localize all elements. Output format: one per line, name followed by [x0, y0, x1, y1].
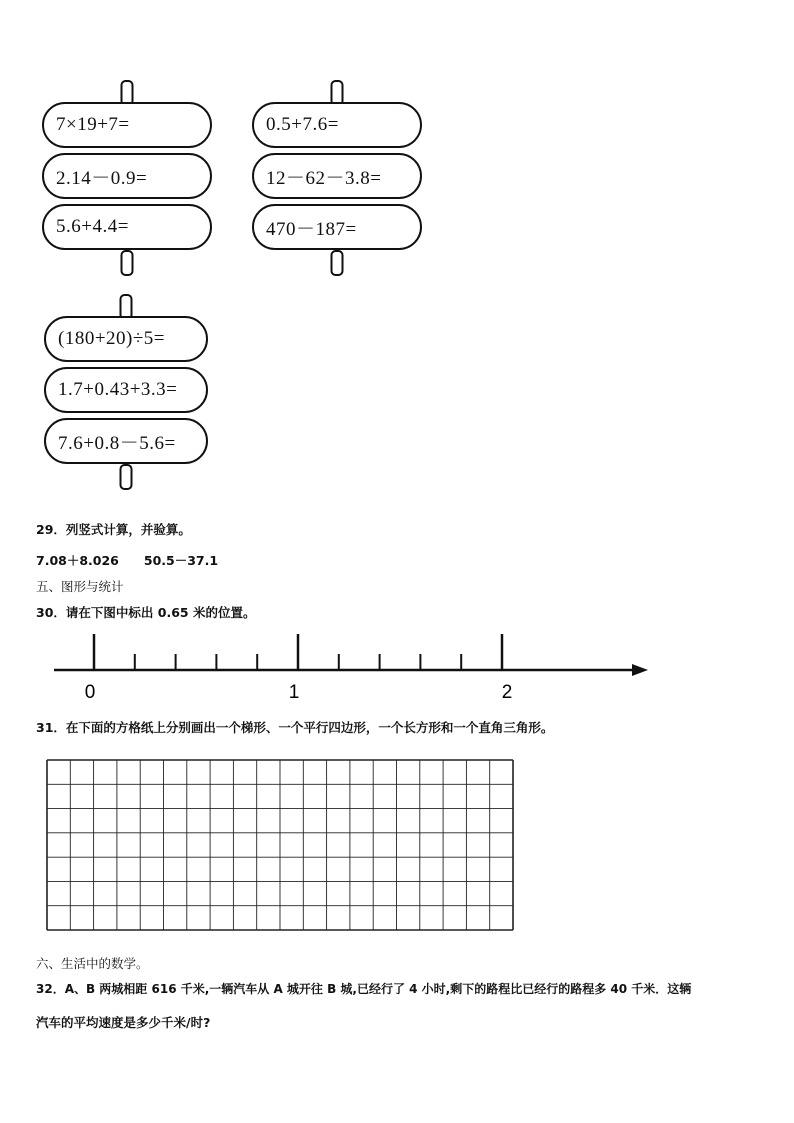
number-line-ticks	[94, 634, 502, 670]
question-30-title: 30．请在下图中标出 0.65 米的位置。	[36, 605, 256, 620]
bead-problem: (180+20)÷5=	[44, 316, 208, 362]
bead-problem: 7×19+7=	[42, 102, 212, 148]
section-6-heading: 六、生活中的数学。	[36, 956, 149, 971]
section-5-heading: 五、图形与统计	[36, 579, 124, 594]
grid-paper[interactable]	[46, 758, 514, 932]
tick-label-2: 2	[501, 682, 513, 703]
question-29-title: 29．列竖式计算，并验算。	[36, 522, 191, 537]
bead-problem: 5.6+4.4=	[42, 204, 212, 250]
skewer-1	[42, 80, 212, 276]
bead-problem: 470－187=	[252, 204, 422, 250]
number-line-arrow	[632, 664, 648, 676]
skewer-2	[252, 80, 422, 276]
bead-problem: 2.14－0.9=	[42, 153, 212, 199]
bead-problem: 0.5+7.6=	[252, 102, 422, 148]
question-29-problems: 7.08＋8.026 50.5－37.1	[36, 553, 219, 568]
question-31-title: 31．在下面的方格纸上分别画出一个梯形、一个平行四边形，一个长方形和一个直角三角形。	[36, 720, 554, 735]
bead-problem: 1.7+0.43+3.3=	[44, 367, 208, 413]
bead-problem: 12－62－3.8=	[252, 153, 422, 199]
question-32-line-1: 32．A、B 两城相距 616 千米,一辆汽车从 A 城开往 B 城,已经行了 4 小时,剩下的路程比已经行的路程多 40 千米．这辆	[36, 982, 692, 996]
skewer-3	[44, 294, 208, 490]
question-32-line-2: 汽车的平均速度是多少千米/时?	[36, 1015, 211, 1030]
tick-label-1: 1	[288, 682, 300, 703]
tick-label-0: 0	[84, 682, 96, 703]
number-line	[50, 628, 650, 708]
bead-problem: 7.6+0.8－5.6=	[44, 418, 208, 464]
